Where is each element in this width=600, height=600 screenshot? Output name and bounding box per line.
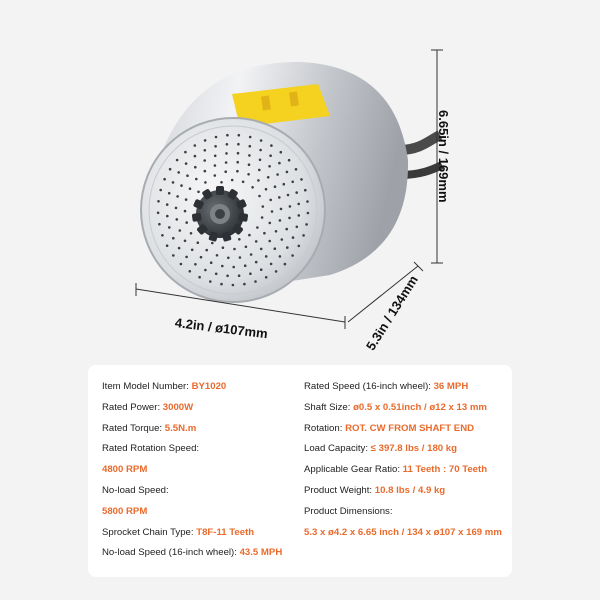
- spec-label: Applicable Gear Ratio:: [304, 464, 403, 476]
- spec-value: 43.5 MPH: [239, 547, 283, 559]
- depth-dimension-label: 5.3in / 134mm: [363, 272, 421, 353]
- spec-row: [102, 502, 298, 523]
- spec-row: [102, 439, 298, 460]
- spec-row: [304, 523, 510, 544]
- spec-row: [304, 398, 510, 419]
- spec-label: Rotation:: [304, 422, 346, 434]
- spec-label: Rated Torque:: [102, 422, 165, 434]
- spec-column-left: [102, 377, 298, 564]
- spec-value: ≤ 397.8 lbs / 180 kg: [370, 443, 458, 455]
- power-cable: [400, 135, 440, 150]
- spec-value: 5800 RPM: [102, 505, 148, 517]
- spec-column-right: [304, 377, 510, 543]
- spec-row: [102, 419, 298, 440]
- spec-value: 36 MPH: [433, 381, 469, 392]
- spec-value: ø0.5 x 0.51inch / ø12 x 13 mm: [353, 401, 487, 413]
- spec-row: [304, 439, 510, 460]
- spec-label: Rated Power:: [102, 401, 163, 413]
- spec-label: Shaft Size:: [304, 401, 354, 413]
- spec-label: Item Model Number:: [102, 381, 192, 392]
- spec-label: Sprocket Chain Type:: [102, 526, 197, 538]
- spec-value: 4800 RPM: [102, 464, 148, 476]
- spec-card: [88, 365, 512, 577]
- spec-label: Load Capacity:: [304, 443, 371, 455]
- spec-row: [102, 523, 298, 544]
- spec-label: No-load Speed:: [102, 484, 169, 496]
- width-dimension-label: 4.2in / ø107mm: [174, 315, 269, 342]
- spec-label: Product Weight:: [304, 484, 375, 496]
- spec-value: T8F-11 Teeth: [196, 526, 255, 538]
- spec-value: 10.8 lbs / 4.9 kg: [374, 484, 446, 496]
- spec-value: 3000W: [162, 401, 194, 413]
- spec-value: 5.5N.m: [164, 422, 197, 434]
- spec-row: [304, 481, 510, 502]
- height-dimension-label: 6.65in / 169mm: [436, 110, 451, 203]
- spec-label: Product Dimensions:: [304, 505, 393, 517]
- spec-row: [304, 419, 510, 440]
- spec-value: 11 Teeth : 70 Teeth: [402, 464, 488, 476]
- spec-row: [102, 398, 298, 419]
- spec-label: Rated Speed (16-inch wheel):: [304, 381, 434, 392]
- spec-row: [304, 460, 510, 481]
- spec-row: [102, 377, 298, 398]
- spec-row: [102, 481, 298, 502]
- spec-row: [304, 377, 510, 398]
- spec-value: ROT. CW FROM SHAFT END: [345, 422, 475, 434]
- spec-value: 5.3 x ø4.2 x 6.65 inch / 134 x ø107 x 169 mm: [304, 526, 502, 538]
- spec-row: [304, 502, 510, 523]
- spec-row: [102, 460, 298, 481]
- spec-value: BY1020: [191, 381, 227, 392]
- spec-row: [102, 543, 298, 564]
- spec-label: Rated Rotation Speed:: [102, 443, 200, 455]
- spec-label: No-load Speed (16-inch wheel):: [102, 547, 240, 559]
